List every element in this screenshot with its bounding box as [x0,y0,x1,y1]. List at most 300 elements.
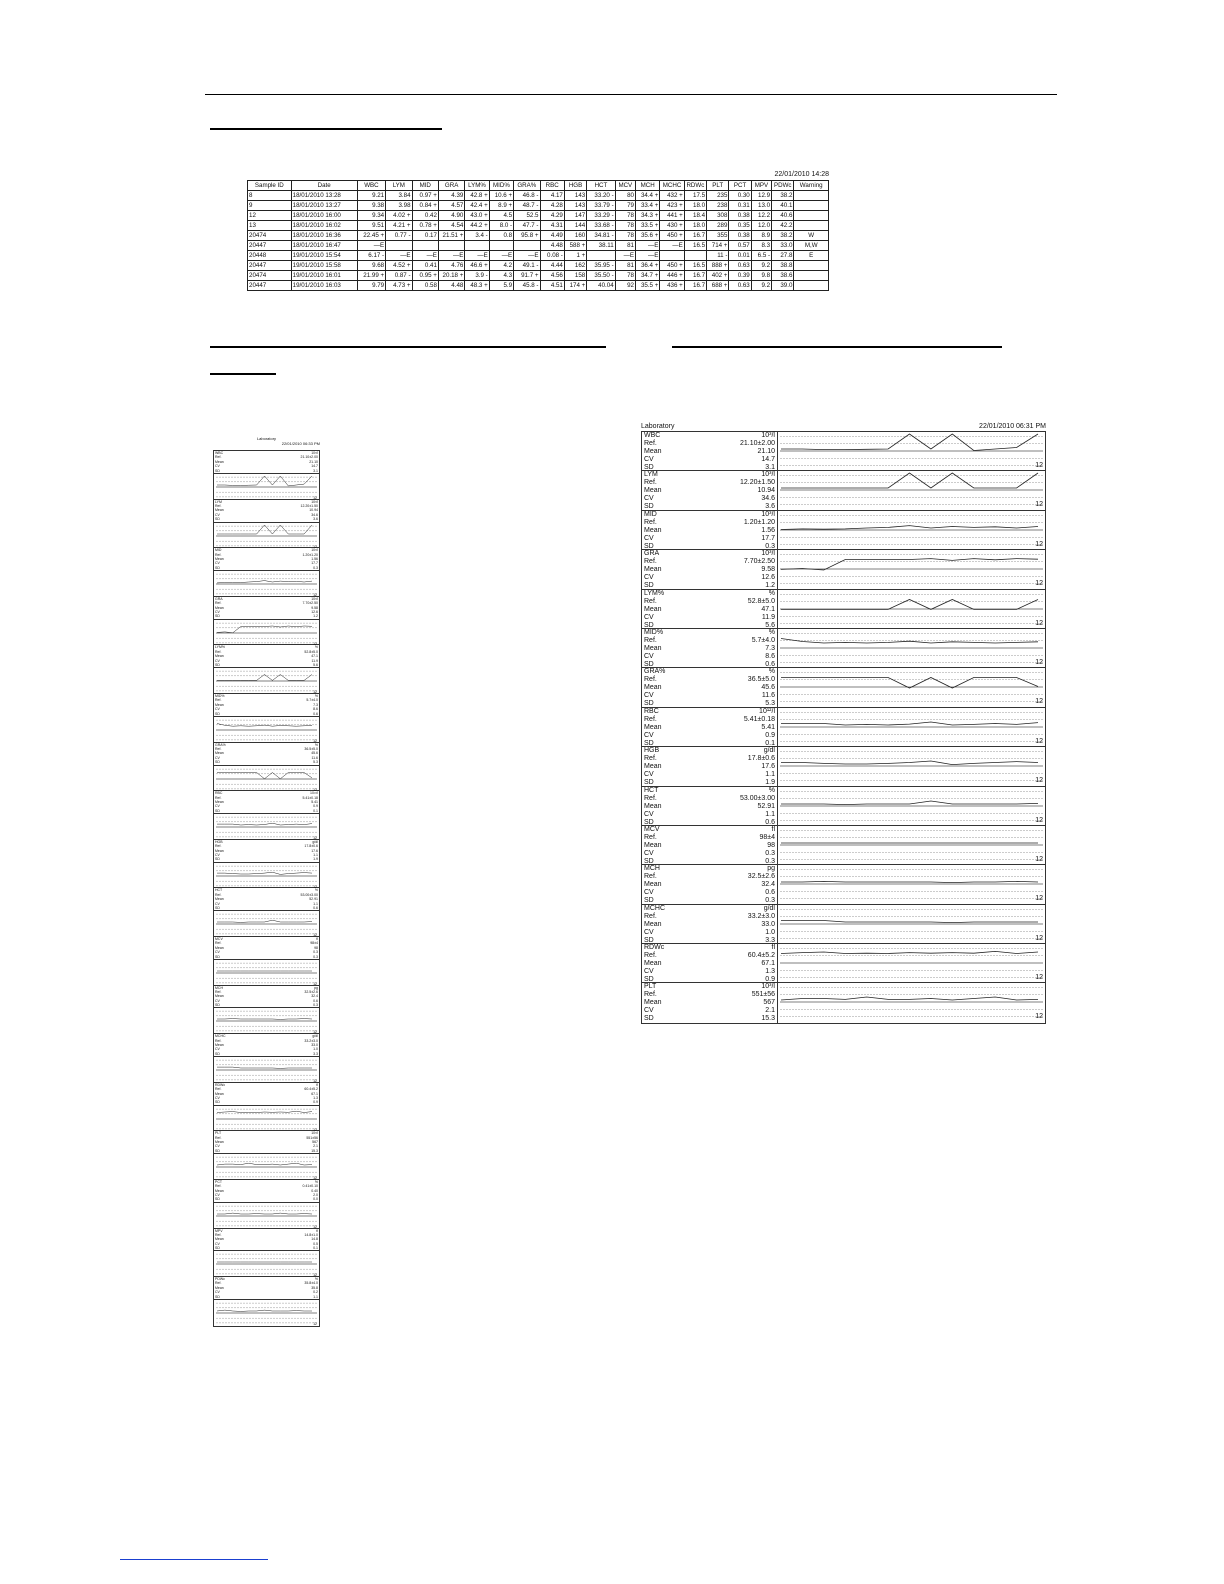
table-cell: 19/01/2010 15:58 [291,261,357,271]
qc-stat-value: 1.0 [313,1047,318,1052]
table-cell: —E [438,251,464,261]
qc-series-line [781,559,1038,570]
qc-panel-labels [214,888,319,910]
column-header: PDWc [772,181,794,191]
qc-stat-label: Mean [215,897,224,902]
qc-sample-count: 12 [313,544,317,549]
section-heading-underline-2 [210,346,606,348]
qc-stat-value: 98 [767,841,775,849]
qc-stat-value: 10.94 [757,487,775,495]
qc-panel-labels [642,944,778,982]
qc-series-line [217,1111,312,1112]
qc-stat-value: 5.41 [761,723,775,731]
qc-stat-label: CV [215,658,220,663]
qc-stat-label: Ref. [644,991,657,999]
table-cell: 143 [564,191,586,201]
qc-stat-label: Ref. [215,989,222,994]
column-header: MID% [489,181,513,191]
qc-label-row [642,889,777,897]
qc-param-name: MID [644,510,657,518]
qc-stat-value: 1.20±1.20 [743,518,775,526]
table-cell [412,241,438,251]
table-cell: 4.73 + [386,281,412,291]
qc-stat-label: CV [644,652,654,660]
table-cell: 4.52 + [386,261,412,271]
table-row [248,191,829,201]
qc-param-name: WBC [644,432,661,439]
qc-large-panels [641,431,1046,1024]
qc-param-unit: 10³/l [311,596,318,601]
qc-stat-label: Mean [644,487,662,495]
qc-stat-value: 0.9 [765,731,775,739]
qc-stat-label: Ref. [644,558,657,566]
qc-chart-svg [778,905,1045,943]
column-header: Warning [794,181,829,191]
table-cell [660,251,684,261]
table-cell: 1 + [564,251,586,261]
table-cell: 174 + [564,281,586,291]
table-cell: 38.2 [772,231,794,241]
table-cell: 22.45 + [357,231,385,241]
qc-stat-label: SD [644,464,654,471]
qc-label-row [642,629,777,637]
qc-param-name: RBC [644,707,659,715]
qc-param-unit: % [768,628,775,636]
table-cell: 4.3 [489,271,513,281]
qc-param-unit: g/dl [763,904,775,912]
table-cell: 143 [564,201,586,211]
table-cell: 18/01/2010 16:47 [291,241,357,251]
table-cell: 34.4 + [635,191,659,201]
table-cell: 238 [707,201,729,211]
table-cell: 0.41 [412,261,438,271]
qc-stat-label: Ref. [215,601,222,606]
table-cell: 4.28 [540,201,564,211]
qc-series-line [217,1019,312,1020]
qc-panel-labels [642,471,778,509]
qc-sample-count: 12 [313,1127,317,1132]
table-cell: 42.8 + [465,191,489,201]
qc-panel-labels [214,791,319,813]
table-cell: 33.79 - [587,201,615,211]
table-cell: 446 + [660,271,684,281]
table-cell: 27.8 [772,251,794,261]
table-cell: 9.2 [751,261,771,271]
table-cell: 0.95 + [412,271,438,281]
qc-stat-label: SD [644,582,654,590]
qc-control-chart [778,983,1045,1021]
qc-stat-label: CV [644,810,654,818]
table-cell: 4.31 [540,221,564,231]
qc-stat-label: CV [644,771,654,779]
qc-stat-value: 5.7±4.0 [751,636,775,644]
qc-label-row [642,471,777,479]
table-cell: 714 + [707,241,729,251]
qc-param-name: GRA [644,550,660,558]
table-cell: 4.2 [489,261,513,271]
table-cell [794,281,829,291]
qc-stat-label: SD [644,660,654,668]
qc-stat-value: 1.3 [313,1095,318,1100]
table-cell: 0.08 - [540,251,564,261]
qc-stat-label: Mean [644,881,662,889]
table-cell: 0.38 [729,231,751,241]
qc-stat-value: 17.7 [311,561,318,566]
qc-param-name: WBC [215,451,224,455]
qc-stat-label: CV [644,534,654,542]
qc-sample-count: 12 [1035,462,1043,469]
qc-stat-label: CV [215,707,220,712]
qc-control-chart [214,959,319,986]
qc-param-unit: % [314,1179,318,1184]
qc-stat-value: 0.6 [313,711,318,716]
qc-control-chart [778,511,1045,549]
table-cell: 78 [615,271,635,281]
table-cell: 0.78 + [412,221,438,231]
table-cell: 160 [564,231,586,241]
qc-stat-value: 0.6 [313,905,318,910]
qc-panel-labels [214,1229,319,1251]
qc-panel-labels [214,1034,319,1056]
qc-control-chart [778,747,1045,785]
qc-stat-value: 3.3 [765,936,775,944]
qc-sample-count: 12 [313,836,317,841]
table-cell: 38.6 [772,271,794,281]
table-cell: 33.68 - [587,221,615,231]
qc-stat-label: Mean [644,920,662,928]
qc-stat-label: CV [215,998,220,1003]
qc-stat-value: 52.8±5.0 [304,649,318,654]
qc-stat-value: 35.8 [311,1285,318,1290]
qc-stat-label: Ref. [644,952,657,960]
qc-stat-value: 33.0 [311,1042,318,1047]
table-cell: E [794,251,829,261]
table-cell: 12 [248,211,292,221]
qc-stat-label: CV [215,755,220,760]
qc-chart-svg [778,944,1045,982]
qc-panel-lym [642,471,1045,510]
qc-label-row [642,606,777,614]
table-cell: 81 [615,261,635,271]
qc-stat-label: SD [215,614,220,619]
qc-control-chart [778,905,1045,943]
qc-series-line [781,525,1038,529]
qc-control-chart [214,1056,319,1083]
qc-stat-value: 14.8 [311,1237,318,1242]
qc-stat-label: Ref. [215,941,222,946]
qc-sample-count: 12 [313,690,317,695]
table-cell: 18.0 [684,201,706,211]
qc-label-row [642,983,777,991]
qc-panel-rdwc [642,944,1045,983]
qc-panel-gra [642,550,1045,589]
table-cell: 35.95 - [587,261,615,271]
qc-param-name: GRA% [215,742,226,747]
qc-chart-svg [214,911,319,937]
qc-label-row [642,811,777,819]
qc-stat-value: 551±56 [751,991,775,999]
qc-param-unit: pg [314,985,318,990]
qc-stat-value: 3.1 [313,468,318,473]
qc-param-name: RDWc [215,1082,226,1087]
qc-stat-label: Mean [215,751,224,756]
table-cell: 46.8 - [514,191,540,201]
qc-param-unit: 10¹²/l [759,707,775,715]
qc-sample-count: 12 [313,593,317,598]
qc-stat-label: Mean [644,605,662,613]
table-cell: 3.98 [386,201,412,211]
qc-large-lab-title: Laboratory [641,423,675,430]
qc-stat-value: 12.6 [311,609,318,614]
qc-control-chart [214,1299,319,1326]
qc-label-row [642,676,777,684]
qc-label-row [642,850,777,858]
qc-stat-label: SD [215,857,220,862]
table-cell: 4.48 [438,281,464,291]
qc-label-row [642,535,777,543]
qc-param-name: MID [215,548,222,553]
qc-label-row [642,550,777,558]
table-cell: 9.38 [357,201,385,211]
qc-stat-value: 98 [314,945,318,950]
table-cell: 888 + [707,261,729,271]
qc-stat-label: CV [644,1007,654,1015]
table-cell: 0.97 + [412,191,438,201]
table-cell: 19/01/2010 16:03 [291,281,357,291]
qc-stat-value: 21.10±2.00 [300,455,318,460]
qc-stat-value: 5.3 [313,760,318,765]
qc-stat-label: Mean [215,848,224,853]
qc-stat-value: 0.6 [765,660,775,668]
table-cell: 18/01/2010 13:27 [291,201,357,211]
qc-panel-labels [214,1131,319,1153]
qc-stat-label: SD [644,739,654,747]
qc-panel-labels [214,548,319,570]
table-row [248,281,829,291]
qc-stat-value: 9.58 [311,605,318,610]
qc-stat-value: 33.0 [761,920,775,928]
qc-control-chart [214,473,319,500]
qc-stat-label: Ref. [215,1184,222,1189]
table-cell: 162 [564,261,586,271]
table-cell: 0.30 [729,191,751,201]
qc-stat-value: 1.20±1.20 [302,552,318,557]
qc-stat-label: CV [644,928,654,936]
qc-stat-value: 0.9 [313,804,318,809]
table-cell: 42.4 + [465,201,489,211]
results-table [247,180,829,291]
table-cell: —E [489,251,513,261]
table-cell: 8.9 [751,231,771,241]
qc-chart-svg [214,1154,319,1180]
qc-panel-labels [642,708,778,746]
qc-stat-label: Ref. [644,518,657,526]
qc-stat-value: 12.20±1.50 [300,503,318,508]
qc-stat-label: Ref. [215,892,222,897]
table-cell: 16.7 [684,271,706,281]
qc-stat-value: 11.6 [311,755,318,760]
table-row [248,261,829,271]
qc-stat-value: 1.2 [765,582,775,590]
qc-stat-label: Ref. [644,676,657,684]
qc-stat-value: 0.3 [313,1003,318,1008]
qc-stat-value: 36.5±5.0 [747,676,775,684]
qc-stat-value: 17.7 [761,534,775,542]
qc-panel-mchc [214,1034,319,1083]
qc-stat-label: SD [644,621,654,629]
qc-panel-gra [214,597,319,646]
qc-stat-label: CV [644,613,654,621]
qc-chart-svg [778,471,1045,509]
qc-panel-labels [642,629,778,667]
section-heading-underline-1 [210,128,442,130]
qc-label-row [642,645,777,653]
qc-sample-count: 12 [1035,580,1043,588]
qc-stat-label: SD [215,760,220,765]
table-cell: 688 + [707,281,729,291]
table-cell: 432 + [660,191,684,201]
table-cell: 4.21 + [386,221,412,231]
qc-small-panels [213,450,320,1327]
qc-stat-value: 567 [763,999,775,1007]
qc-stat-value: 1.56 [761,526,775,534]
table-cell: 33.5 + [635,221,659,231]
qc-param-name: MCHC [215,1034,226,1039]
qc-chart-svg [214,1057,319,1083]
qc-sample-count: 12 [313,884,317,889]
qc-chart-svg [214,620,319,646]
qc-panel-labels [214,597,319,619]
table-cell: 355 [707,231,729,241]
table-cell: 18.0 [684,221,706,231]
qc-stat-label: Mean [215,1237,224,1242]
qc-stat-label: Ref. [644,636,657,644]
qc-stat-value: 98±4 [759,833,775,841]
qc-stat-value: 0.40 [311,1188,318,1193]
qc-panel-hgb [214,840,319,889]
qc-stat-label: Ref. [644,715,657,723]
qc-sample-count: 12 [1035,855,1043,863]
qc-stat-value: 0.3 [765,542,775,550]
qc-stat-label: Mean [215,1091,224,1096]
qc-chart-svg [214,863,319,889]
qc-stat-value: 0.41±0.10 [302,1184,318,1189]
qc-stat-label: Mean [215,1140,224,1145]
qc-panel-pdwc [214,1277,319,1326]
table-cell: 9.51 [357,221,385,231]
qc-label-row [642,826,777,834]
qc-stat-label: Mean [215,1188,224,1193]
qc-param-unit: % [314,693,318,698]
qc-label-row [642,574,777,582]
qc-stat-value: 47.1 [761,605,775,613]
qc-stat-value: 1.1 [313,901,318,906]
table-cell: 0.87 - [386,271,412,281]
table-cell: 92 [615,281,635,291]
qc-stat-value: 0.6 [765,818,775,826]
qc-control-chart [778,629,1045,667]
qc-stat-value: 21.10 [309,459,318,464]
qc-label-row [642,999,777,1007]
qc-stat-value: 17.6 [761,763,775,771]
table-cell: 38.2 [772,191,794,201]
qc-stat-value: 34.6 [311,512,318,517]
qc-chart-svg [778,590,1045,628]
qc-stat-value: 2.1 [765,1007,775,1015]
qc-chart-svg [214,571,319,597]
qc-control-chart [778,944,1045,982]
table-cell [684,251,706,261]
table-cell: 81 [615,241,635,251]
qc-label-row [642,614,777,622]
column-header: LYM [386,181,412,191]
qc-stat-value: 14.7 [311,464,318,469]
qc-label-row [642,991,777,999]
qc-stat-label: CV [215,804,220,809]
table-row [248,231,829,241]
qc-param-unit: % [768,668,775,676]
qc-control-chart [214,862,319,889]
qc-panel-labels [214,451,319,473]
qc-label-row [642,692,777,700]
qc-panel-gra-pct [214,743,319,792]
qc-param-unit: % [314,888,318,893]
qc-panel-hct [642,787,1045,826]
qc-panel-mid-pct [214,694,319,743]
qc-chart-svg [778,865,1045,903]
table-cell: 588 + [564,241,586,251]
qc-chart-svg [214,814,319,840]
qc-stat-label: Ref. [215,698,222,703]
qc-stat-value: 21.10 [757,448,775,455]
table-row [248,241,829,251]
qc-label-row [642,873,777,881]
qc-stat-label: Mean [215,654,224,659]
qc-stat-value: 1.2 [313,614,318,619]
table-cell: 0.57 [729,241,751,251]
column-header: RBC [540,181,564,191]
qc-stat-label: Ref. [215,1087,222,1092]
qc-stat-label: SD [644,779,654,787]
qc-stat-value: 11.9 [761,613,775,621]
qc-panel-labels [642,432,778,470]
qc-label-row [642,487,777,495]
qc-stat-value: 3.1 [765,464,775,471]
qc-stat-value: 0.5 [313,1241,318,1246]
table-cell: —E [635,241,659,251]
qc-chart-svg [214,474,319,500]
qc-stat-label: SD [215,1197,220,1202]
qc-label-row [642,590,777,598]
table-cell: 20.18 + [438,271,464,281]
qc-panel-mid-pct [642,629,1045,668]
qc-param-unit: % [314,1277,318,1282]
qc-stat-label: Ref. [644,794,657,802]
qc-stat-value: 0.6 [765,889,775,897]
table-cell: 308 [707,211,729,221]
table-cell: 34.7 + [635,271,659,281]
qc-sample-count: 12 [313,1030,317,1035]
table-cell: 20447 [248,261,292,271]
qc-label-row [642,637,777,645]
table-cell: 4.90 [438,211,464,221]
qc-panel-labels [642,668,778,706]
qc-stat-label: Mean [215,1285,224,1290]
qc-param-name: HGB [644,747,660,755]
qc-panel-mchc [642,905,1045,944]
table-cell: 0.77 - [386,231,412,241]
qc-label-row [642,842,777,850]
